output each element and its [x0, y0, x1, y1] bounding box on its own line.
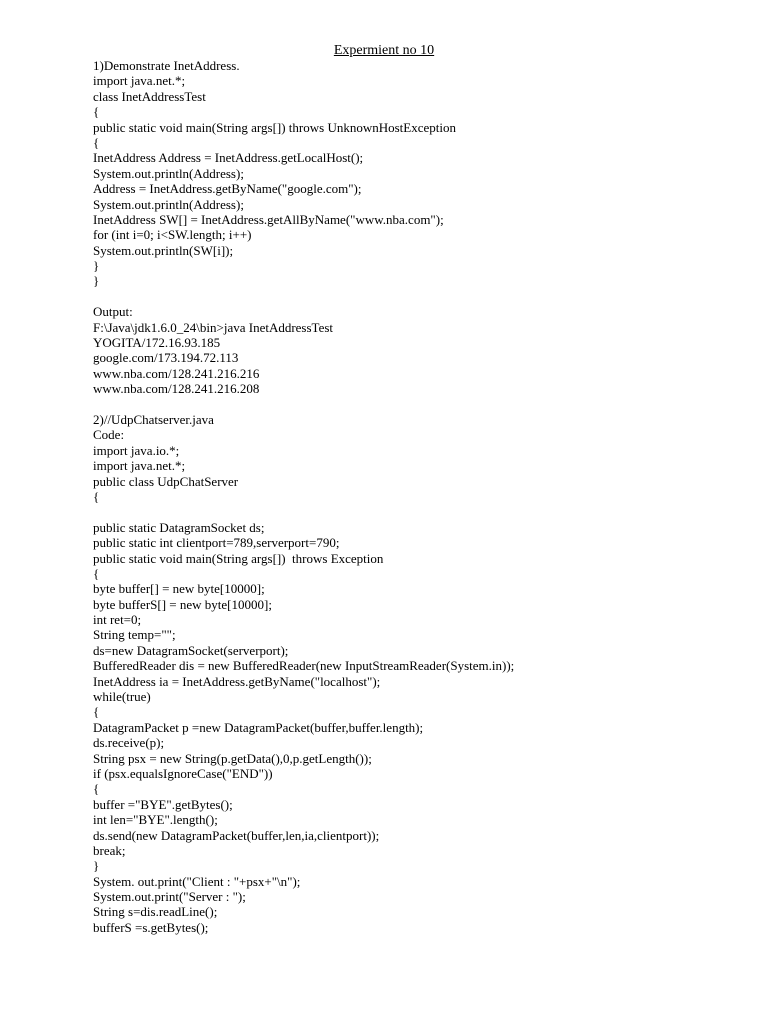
- text-line: {: [93, 104, 100, 120]
- text-line: System.out.println(Address);: [93, 196, 244, 212]
- text-line: System.out.print("Server : ");: [93, 889, 246, 905]
- text-line: import java.io.*;: [93, 442, 180, 458]
- text-line: byte buffer[] = new byte[10000];: [93, 581, 265, 597]
- text-line: 1)Demonstrate InetAddress.: [93, 58, 240, 73]
- text-line: {: [93, 781, 100, 797]
- text-line: Code:: [93, 427, 125, 443]
- text-line: int len="BYE".length();: [93, 812, 218, 828]
- text-line: google.com/173.194.72.113: [93, 350, 239, 366]
- text-line: ds.send(new DatagramPacket(buffer,len,ia,clientport));: [93, 827, 380, 843]
- text-line: 2)//UdpChatserver.java: [93, 411, 214, 427]
- text-line: System.out.println(Address);: [93, 165, 244, 181]
- text-line: }: [93, 858, 100, 874]
- document-body: [93, 58, 753, 935]
- text-line: [93, 397, 753, 412]
- text-line: YOGITA/172.16.93.185: [93, 335, 221, 351]
- text-line: ds=new DatagramSocket(serverport);: [93, 642, 289, 658]
- text-line: bufferS =s.getBytes();: [93, 919, 209, 935]
- text-line: www.nba.com/128.241.216.216: [93, 365, 260, 381]
- text-line: String temp="";: [93, 627, 176, 643]
- text-line: if (psx.equalsIgnoreCase("END")): [93, 765, 273, 781]
- text-line: InetAddress ia = InetAddress.getByName("localhost");: [93, 673, 381, 689]
- text-line: String psx = new String(p.getData(),0,p.getLength());: [93, 750, 372, 766]
- text-line: String s=dis.readLine();: [93, 904, 218, 920]
- text-line: InetAddress Address = InetAddress.getLocalHost();: [93, 150, 364, 166]
- text-line: break;: [93, 842, 126, 858]
- text-line: [93, 504, 753, 519]
- text-line: DatagramPacket p =new DatagramPacket(buffer,buffer.length);: [93, 719, 424, 735]
- text-line: class InetAddressTest: [93, 88, 206, 104]
- text-line: for (int i=0; i<SW.length; i++): [93, 227, 252, 243]
- text-line: public static int clientport=789,serverport=790;: [93, 535, 340, 551]
- text-line: import java.net.*;: [93, 73, 186, 89]
- text-line: [93, 289, 753, 304]
- text-line: {: [93, 704, 100, 720]
- text-line: System. out.print("Client : "+psx+"\n");: [93, 873, 301, 889]
- text-line: BufferedReader dis = new BufferedReader(new InputStreamReader(System.in));: [93, 658, 515, 674]
- text-line: {: [93, 565, 100, 581]
- text-line: public static void main(String args[]) throws Exception: [93, 550, 384, 566]
- text-line: byte bufferS[] = new byte[10000];: [93, 596, 272, 612]
- text-line: public class UdpChatServer: [93, 473, 239, 489]
- text-line: {: [93, 134, 100, 150]
- text-line: Output:: [93, 304, 133, 320]
- text-line: F:\Java\jdk1.6.0_24\bin>java InetAddressTest: [93, 319, 334, 335]
- text-line: }: [93, 273, 100, 289]
- text-line: import java.net.*;: [93, 458, 186, 474]
- text-line: {: [93, 488, 100, 504]
- text-line: Address = InetAddress.getByName("google.com");: [93, 181, 362, 197]
- text-line: while(true): [93, 689, 151, 705]
- text-line: }: [93, 258, 100, 274]
- text-line: System.out.println(SW[i]);: [93, 242, 234, 258]
- text-line: buffer ="BYE".getBytes();: [93, 796, 233, 812]
- text-line: www.nba.com/128.241.216.208: [93, 381, 260, 397]
- text-line: public static DatagramSocket ds;: [93, 519, 265, 535]
- text-line: int ret=0;: [93, 612, 142, 628]
- text-line: InetAddress SW[] = InetAddress.getAllByName("www.nba.com");: [93, 211, 444, 227]
- text-line: ds.receive(p);: [93, 735, 165, 751]
- text-line: public static void main(String args[]) throws UnknownHostException: [93, 119, 456, 135]
- page-title: Expermient no 10: [333, 43, 435, 58]
